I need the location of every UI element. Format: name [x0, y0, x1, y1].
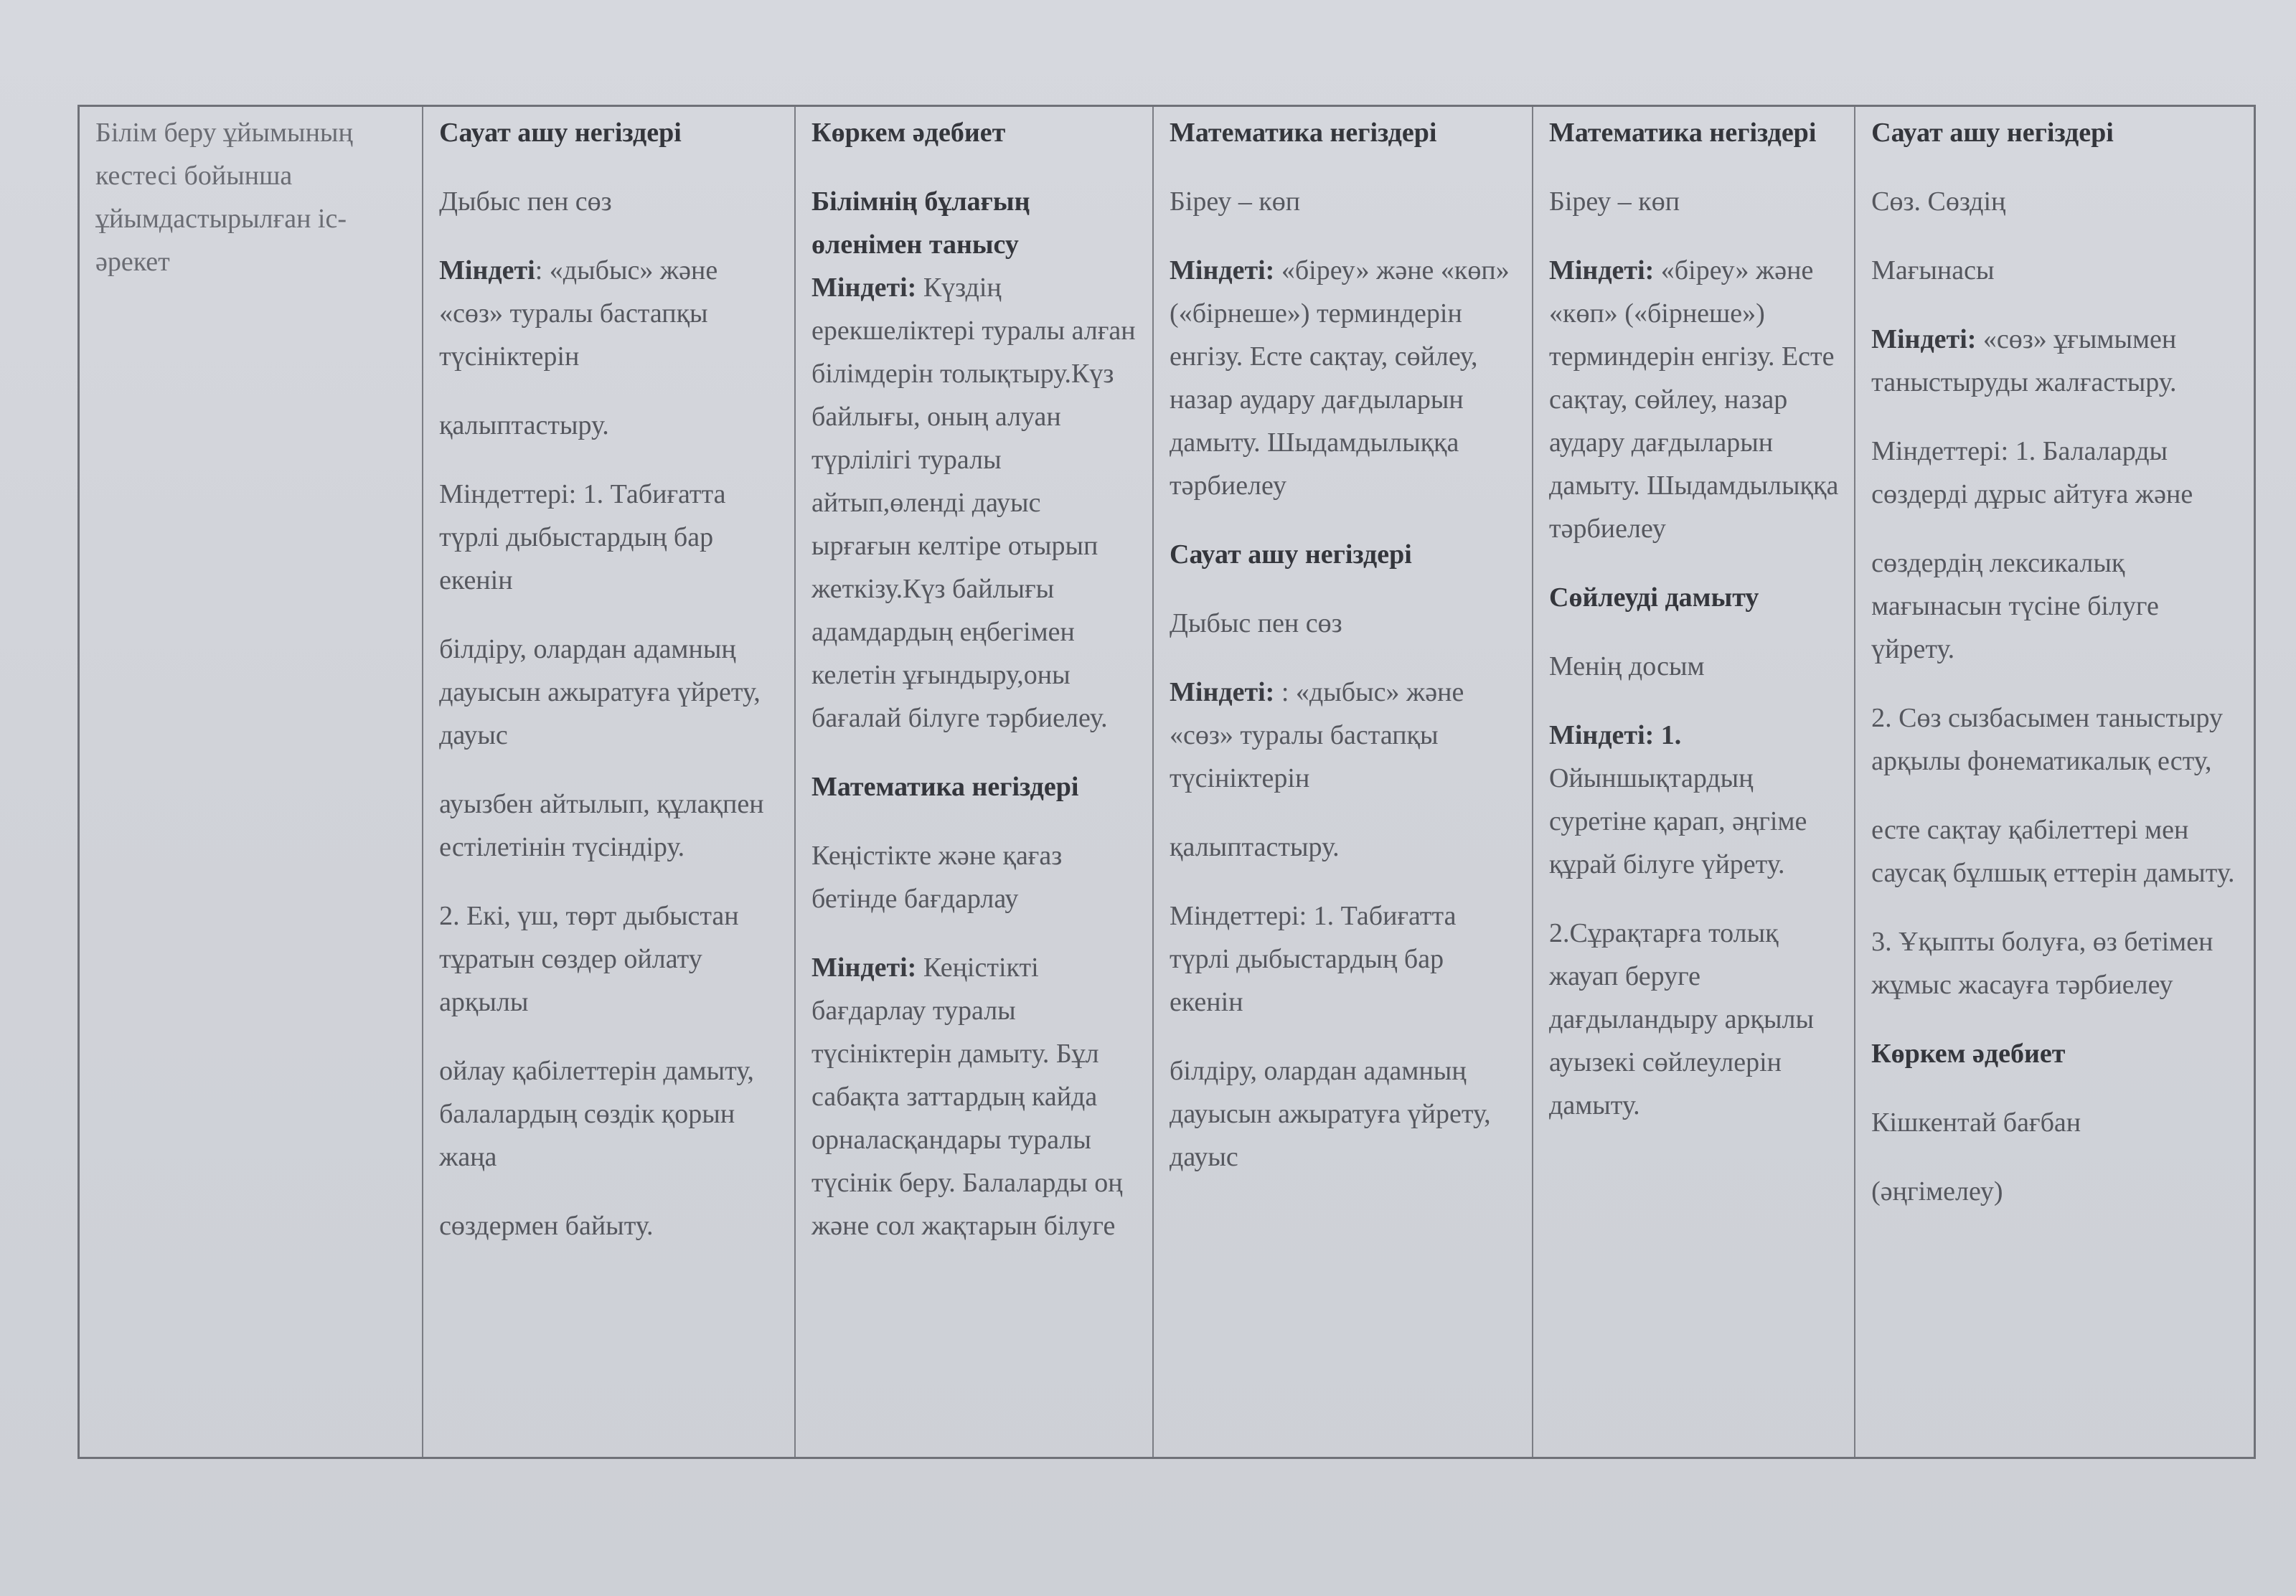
- block-gap: [1871, 1144, 2241, 1170]
- task-label: Міндеті: 1.: [1549, 720, 1682, 750]
- body-text: сөздермен байыту.: [439, 1211, 654, 1241]
- task-label: Міндеті:: [1170, 255, 1275, 285]
- block-gap: [1871, 783, 2241, 808]
- body-text: Біреу – көп: [1170, 186, 1301, 217]
- block-gap: [1170, 645, 1519, 671]
- block-gap: [1871, 223, 2241, 249]
- block-gap: [1170, 1024, 1519, 1049]
- body-text: 2. Сөз сызбасымен таныстыру арқылы фонематикалық есту,: [1871, 703, 2224, 776]
- task-label: Міндеті:: [811, 953, 917, 983]
- task-paragraph: [1170, 671, 1519, 800]
- block-gap: [1871, 1075, 2241, 1101]
- task-paragraph: [1170, 249, 1519, 507]
- body-text: Менің досым: [1549, 651, 1705, 681]
- subject-heading: Көркем әдебиет: [1871, 1039, 2066, 1069]
- block-gap: [439, 378, 781, 404]
- task-label: Міндеті:: [811, 273, 917, 303]
- task-text: Күздің ерекшеліктері туралы алған білімдерін толықтыру.Күз байлығы, оның алуан түрлілігі туралы айтып,өленді дауыс ырғағын келтіре отырып жеткізу.Күз байлығы адамдардың еңбегімен келетін ұғындыру,оны бағалай білуге тәрбиелеу.: [811, 273, 1136, 733]
- task-label: Міндеті:: [1871, 324, 1977, 354]
- subject-heading: Математика негіздері: [1549, 118, 1817, 148]
- body-text: Кішкентай бағбан: [1871, 1108, 2081, 1138]
- body-text: есте сақтау қабілеттері мен саусақ бұлшық еттерін дамыту.: [1871, 815, 2235, 888]
- block-gap: [1170, 800, 1519, 826]
- task-paragraph: [811, 266, 1139, 740]
- task-text: : «дыбыс» және «сөз» туралы бастапқы түсініктерін: [439, 255, 718, 372]
- block-gap: [439, 447, 781, 473]
- body-text: сөздердің лексикалық мағынасын түсіне білуге үйрету.: [1871, 548, 2159, 664]
- body-text: Біреу – көп: [1549, 186, 1680, 217]
- block-gap: [1170, 223, 1519, 249]
- table-column-3: [1154, 107, 1533, 1457]
- body-text: қалыптастыру.: [439, 410, 609, 440]
- block-gap: [1170, 154, 1519, 180]
- task-paragraph: [1549, 714, 1841, 886]
- body-text: қалыптастыру.: [1170, 832, 1340, 862]
- table-column-2: [796, 107, 1154, 1457]
- subject-heading: Математика негіздері: [811, 772, 1079, 802]
- body-text: Кеңістікте және қағаз бетінде бағдарлау: [811, 841, 1063, 914]
- block-gap: [1549, 688, 1841, 714]
- body-text: білдіру, олардан адамның дауысын ажыратуға үйрету, дауыс: [1170, 1056, 1491, 1172]
- table-column-4: [1533, 107, 1855, 1457]
- block-gap: [1549, 223, 1841, 249]
- block-gap: [1549, 550, 1841, 576]
- block-gap: [439, 154, 781, 180]
- task-paragraph: [811, 946, 1139, 1247]
- task-text: Ойыншықтардың суретіне қарап, әңгіме құрай білуге үйрету.: [1549, 763, 1807, 879]
- body-text: білдіру, олардан адамның дауысын ажыратуға үйрету, дауыс: [439, 634, 761, 750]
- block-gap: [1871, 1006, 2241, 1032]
- body-text: 2. Екі, үш, төрт дыбыстан тұратын сөздер ойлату арқылы: [439, 901, 739, 1017]
- block-gap: [439, 1024, 781, 1049]
- body-text: Мағынасы: [1871, 255, 1995, 285]
- subject-heading: Сөйлеуді дамыту: [1549, 582, 1759, 613]
- task-label: Міндеті:: [1170, 677, 1275, 707]
- subject-heading: Математика негіздері: [1170, 118, 1437, 148]
- block-gap: [1549, 619, 1841, 645]
- task-text: : «дыбыс» және «сөз» туралы бастапқы түсініктерін: [1170, 677, 1464, 793]
- block-gap: [1871, 671, 2241, 697]
- subject-heading: Сауат ашу негіздері: [1170, 539, 1412, 570]
- task-paragraph: [1549, 249, 1841, 550]
- body-text: Дыбыс пен сөз: [439, 186, 612, 217]
- body-text: Міндеттері: 1. Балаларды сөздерді дұрыс айтуға және: [1871, 436, 2193, 509]
- task-label: Міндеті:: [1549, 255, 1655, 285]
- block-gap: [439, 757, 781, 783]
- body-text: 3. Ұқыпты болуға, өз бетімен жұмыс жасауға тәрбиелеу: [1871, 927, 2213, 1000]
- table-column-activity: [80, 107, 423, 1457]
- body-text: (әңгімелеу): [1871, 1176, 2003, 1207]
- block-gap: [439, 602, 781, 628]
- task-paragraph: [439, 249, 781, 378]
- body-text: Сөз. Сөздің: [1871, 186, 2006, 217]
- schedule-table: [77, 105, 2256, 1459]
- task-paragraph: [1871, 318, 2241, 404]
- block-gap: [1549, 154, 1841, 180]
- block-gap: [439, 223, 781, 249]
- block-gap: [439, 1179, 781, 1204]
- task-text: Кеңістікті бағдарлау туралы түсініктерін дамыту. Бұл сабақта заттардың кайда орналасқандары туралы түсінік беру. Балаларды оң және сол жақтарын білуге: [811, 953, 1123, 1241]
- block-gap: [811, 740, 1139, 765]
- task-text: «сөз» ұғымымен таныстыруды жалғастыру.: [1871, 324, 2177, 397]
- subject-heading: Білімнің бұлағың өленімен танысу: [811, 186, 1030, 260]
- body-text: Білім беру ұйымының кестесі бойынша ұйымдастырылған іс-әрекет: [95, 118, 353, 277]
- body-text: Міндеттері: 1. Табиғатта түрлі дыбыстардың бар екенін: [1170, 901, 1457, 1017]
- task-label: Міндеті: [439, 255, 535, 285]
- body-text: 2.Сұрақтарға толық жауап беруге дағдыландыру арқылы ауызекі сөйлеулерін дамыту.: [1549, 918, 1815, 1120]
- body-text: ауызбен айтылып, құлақпен естілетінін түсіндіру.: [439, 789, 764, 862]
- block-gap: [1170, 576, 1519, 602]
- task-text: «біреу» және «көп» («бірнеше») терминдерін енгізу. Есте сақтау, сөйлеу, назар аудару дағдыларын дамыту. Шыдамдылыққа тәрбиелеу: [1549, 255, 1839, 544]
- block-gap: [1871, 292, 2241, 318]
- body-text: Дыбыс пен сөз: [1170, 608, 1342, 638]
- subject-heading: Сауат ашу негіздері: [439, 118, 682, 148]
- body-text: ойлау қабілеттерін дамыту, балалардың сөздік қорын жаңа: [439, 1056, 754, 1172]
- task-text: «біреу» және «көп» («бірнеше») терминдерін енгізу. Есте сақтау, сөйлеу, назар аудару дағдыларын дамыту. Шыдамдылыққа тәрбиелеу: [1170, 255, 1510, 501]
- block-gap: [811, 154, 1139, 180]
- block-gap: [1170, 869, 1519, 894]
- block-gap: [1871, 404, 2241, 430]
- subject-heading: Көркем әдебиет: [811, 118, 1006, 148]
- block-gap: [1170, 507, 1519, 533]
- block-gap: [1549, 886, 1841, 912]
- block-gap: [1871, 516, 2241, 542]
- block-gap: [439, 869, 781, 894]
- block-gap: [811, 920, 1139, 946]
- subject-heading: Сауат ашу негіздері: [1871, 118, 2114, 148]
- block-gap: [1871, 154, 2241, 180]
- table-column-1: [423, 107, 796, 1457]
- block-gap: [811, 808, 1139, 834]
- body-text: Міндеттері: 1. Табиғатта түрлі дыбыстардың бар екенін: [439, 479, 726, 595]
- table-column-5: [1855, 107, 2254, 1457]
- block-gap: [1871, 894, 2241, 920]
